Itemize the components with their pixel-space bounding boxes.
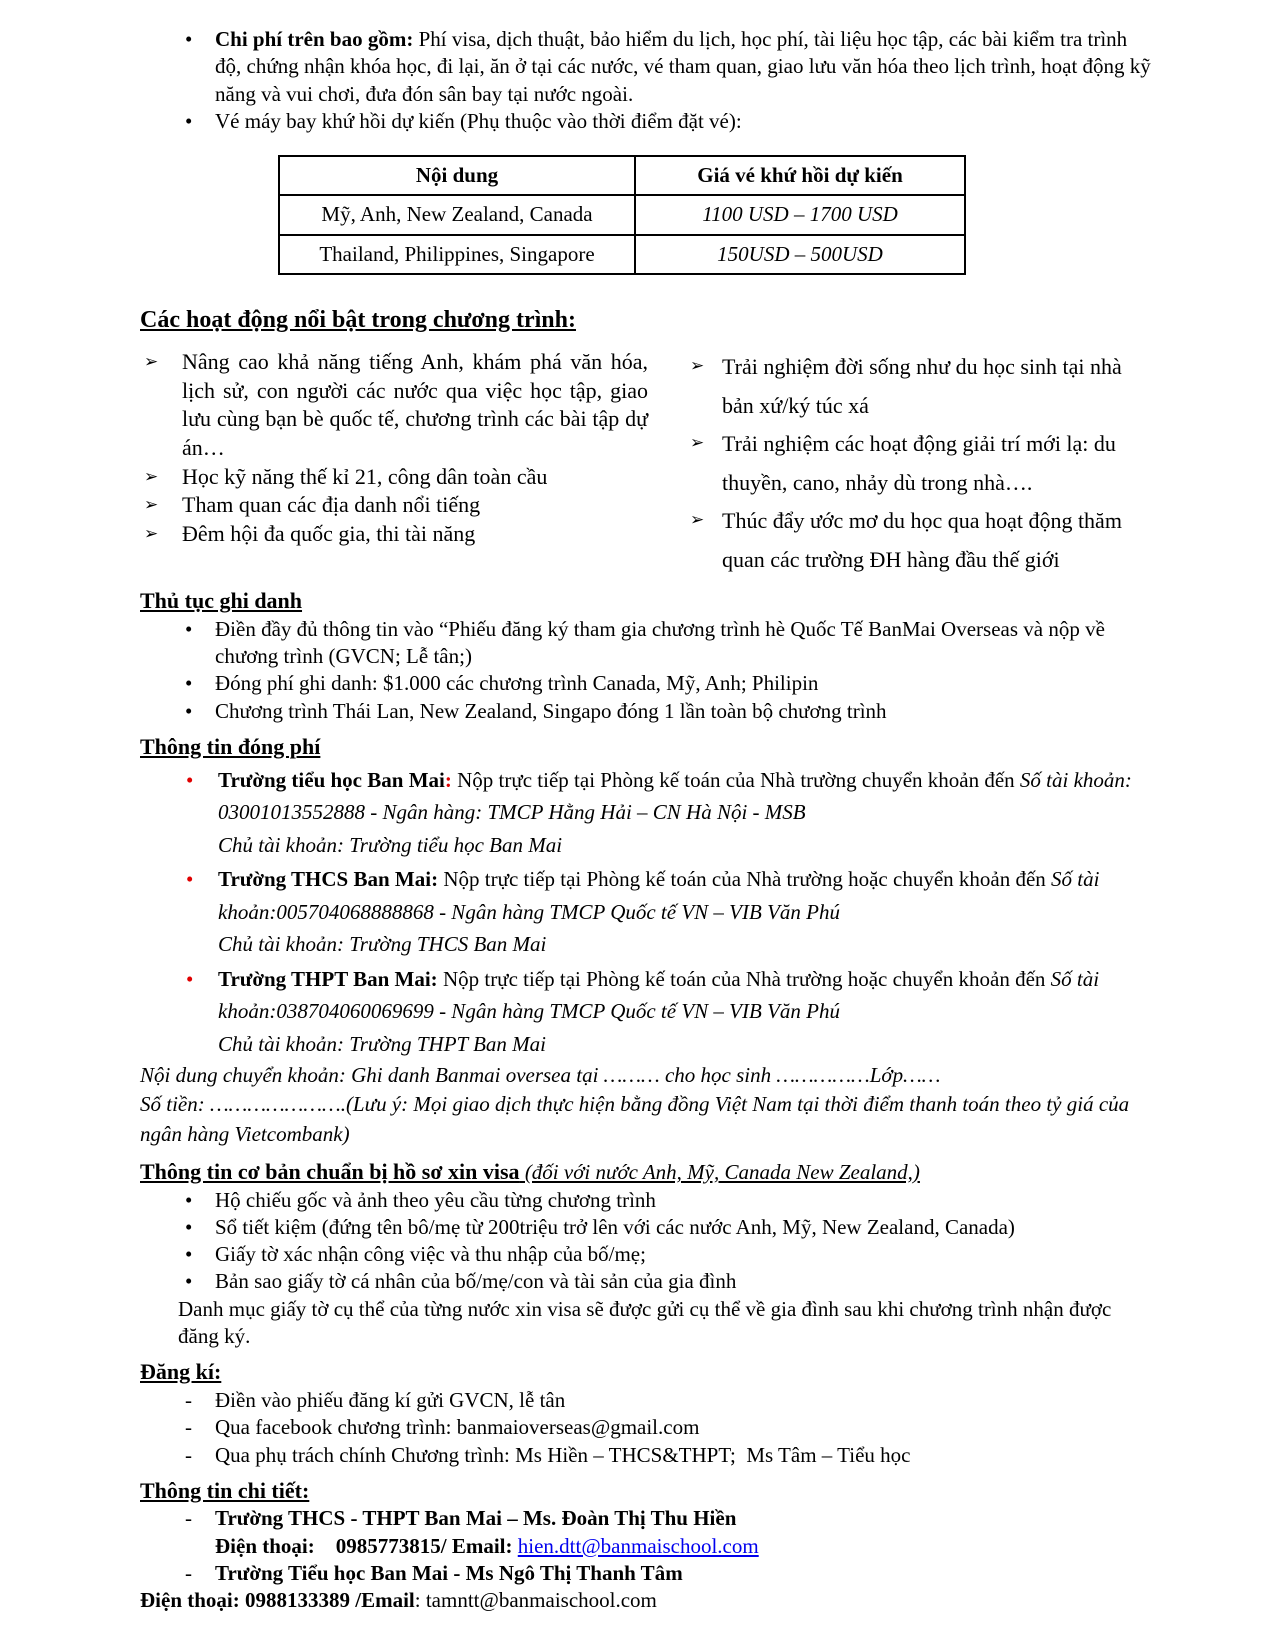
- visa-heading-text: Thông tin cơ bản chuẩn bị hồ sơ xin visa: [140, 1159, 520, 1184]
- list-item: [140, 108, 1157, 135]
- arrow-bullet-icon: ➢: [144, 495, 159, 515]
- dash-bullet-icon: -: [185, 1506, 192, 1531]
- transfer-content-note: Nội dung chuyển khoản: Ghi danh Banmai oversea tại ……… cho học sinh ……………Lớp……: [140, 1062, 941, 1087]
- red-bullet-icon: •: [186, 966, 194, 991]
- dash-bullet-icon: -: [185, 1415, 192, 1440]
- activity-text: Trải nghiệm đời sống như du học sinh tại nhà bản xứ/ký túc xá: [722, 354, 1122, 418]
- bullet-icon: •: [185, 1187, 193, 1212]
- list-item: [140, 348, 648, 462]
- arrow-bullet-icon: ➢: [144, 352, 159, 372]
- register-item-text: Qua phụ trách chính Chương trình: Ms Hiền – THCS&THPT; Ms Tâm – Tiểu học: [215, 1442, 911, 1467]
- contact-phone-line-2: [140, 1587, 1157, 1614]
- visa-item-text: Giấy tờ xác nhận công việc và thu nhập của bố/mẹ;: [215, 1242, 646, 1267]
- col-header-price: Giá vé khứ hồi dự kiến: [635, 156, 965, 195]
- list-item: [690, 348, 1157, 425]
- payment-list: [140, 764, 1157, 1061]
- activities-heading: Các hoạt động nổi bật trong chương trình:: [140, 307, 576, 334]
- list-item: [140, 1214, 1157, 1241]
- activity-text: Học kỹ năng thế kỉ 21, công dân toàn cầu: [182, 463, 548, 489]
- bullet-icon: •: [185, 671, 193, 696]
- table-header-row: [279, 156, 965, 195]
- bullet-icon: •: [185, 1242, 193, 1267]
- list-item: [140, 616, 1157, 671]
- contact-phone-line: [140, 1533, 1157, 1560]
- account-info: Số tài khoản:038704060069699 - Ngân hàng TMCP Quốc tế VN – VIB Văn Phú: [218, 966, 1100, 1024]
- enrollment-item-text: Chương trình Thái Lan, New Zealand, Singapo đóng 1 lần toàn bộ chương trình: [215, 698, 887, 723]
- arrow-bullet-icon: ➢: [690, 433, 705, 453]
- phone-email-label: Điện thoại: 0985773815/ Email:: [215, 1533, 518, 1558]
- payment-heading: Thông tin đóng phí: [140, 734, 321, 760]
- payment-text: [218, 967, 1099, 1024]
- list-item: [140, 520, 648, 549]
- account-holder: Chủ tài khoản: Trường THPT Ban Mai: [218, 1032, 546, 1057]
- activity-text: Nâng cao khả năng tiếng Anh, khám phá văn hóa, lịch sử, con người các nước qua việc học tập, giao lưu cùng bạn bè quốc tế, chương trình các bài tập dự án…: [182, 349, 648, 461]
- email-link[interactable]: hien.dtt@banmaischool.com: [517, 1533, 759, 1558]
- payment-instruction: Nộp trực tiếp tại Phòng kế toán của Nhà trường hoặc chuyển khoản đến: [437, 966, 1051, 991]
- bullet-icon: •: [185, 616, 193, 641]
- enrollment-heading: Thủ tục ghi danh: [140, 588, 303, 614]
- list-item: [140, 26, 1157, 108]
- cell-countries: Thailand, Philippines, Singapore: [279, 235, 635, 274]
- red-colon: :: [444, 767, 452, 792]
- list-item: [140, 1187, 1157, 1214]
- contact-school-secondary: Trường THCS - THPT Ban Mai – Ms. Đoàn Thị Thu Hiền: [215, 1506, 737, 1531]
- visa-note: Danh mục giấy tờ cụ thể của từng nước xin visa sẽ được gửi cụ thể về gia đình sau khi chương trình nhận được đăng ký.: [178, 1296, 1112, 1349]
- school-name: Trường THPT Ban Mai:: [218, 966, 438, 991]
- bullet-icon: •: [185, 1269, 193, 1294]
- table-row: [279, 235, 965, 274]
- enrollment-item-text: Điền đầy đủ thông tin vào “Phiếu đăng ký tham gia chương trình hè Quốc Tế BanMai Overseas và nộp về chương trình (GVCN; Lễ tân;): [215, 616, 1105, 669]
- cell-price: 150USD – 500USD: [635, 235, 965, 274]
- dash-bullet-icon: -: [185, 1561, 192, 1586]
- dash-bullet-icon: -: [185, 1442, 192, 1467]
- fare-table: [278, 155, 966, 275]
- activity-text: Thúc đẩy ước mơ du học qua hoạt động thăm quan các trường ĐH hàng đầu thế giới: [722, 508, 1122, 572]
- visa-heading-suffix: (đối với nước Anh, Mỹ, Canada New Zealand,): [519, 1160, 920, 1184]
- visa-heading: [140, 1158, 1157, 1187]
- list-item: [140, 1442, 1157, 1469]
- register-heading: Đăng kí:: [140, 1359, 222, 1385]
- enrollment-item-text: Đóng phí ghi danh: $1.000 các chương trình Canada, Mỹ, Anh; Philipin: [215, 671, 819, 696]
- list-item: [140, 491, 648, 520]
- activity-text: Tham quan các địa danh nổi tiếng: [182, 492, 481, 518]
- contact-school-primary: Trường Tiểu học Ban Mai - Ms Ngô Thị Thanh Tâm: [215, 1561, 683, 1586]
- enrollment-list: [140, 616, 1157, 725]
- visa-item-text: Bản sao giấy tờ cá nhân của bố/mẹ/con và tài sản của gia đình: [215, 1269, 737, 1294]
- account-holder: Chủ tài khoản: Trường THCS Ban Mai: [218, 932, 547, 957]
- bullet-icon: •: [185, 27, 193, 51]
- list-item: [140, 463, 648, 492]
- arrow-bullet-icon: ➢: [144, 466, 159, 486]
- red-bullet-icon: •: [186, 767, 194, 792]
- amount-note: Số tiền: ………………….(Lưu ý: Mọi giao dịch thực hiện bằng đồng Việt Nam tại thời điểm thanh toán theo tỷ giá của ngân hàng Vietcombank): [140, 1092, 1130, 1147]
- cost-include-body: Phí visa, dịch thuật, bảo hiểm du lịch, học phí, tài liệu học tập, các bài kiểm tra trình độ, chứng nhận khóa học, đi lại, ăn ở tại các nước, vé tham quan, giao lưu văn hóa theo lịch trình, hoạt động kỹ năng và vui chơi, đưa đón sân bay tại nước ngoài.: [215, 27, 1151, 106]
- list-item: [690, 502, 1157, 579]
- details-heading: Thông tin chi tiết:: [140, 1477, 310, 1503]
- list-item: [140, 698, 1157, 725]
- account-info: Số tài khoản:005704068888868 - Ngân hàng TMCP Quốc tế VN – VIB Văn Phú: [218, 867, 1100, 924]
- payment-item-secondary-school: [140, 863, 1157, 961]
- list-item: [140, 1414, 1157, 1441]
- activities-columns: [140, 348, 1157, 579]
- table-row: [279, 195, 965, 234]
- payment-text: [218, 867, 1099, 924]
- activities-right-column: [690, 348, 1157, 579]
- payment-item-high-school: [140, 963, 1157, 1061]
- list-item: [140, 1241, 1157, 1268]
- cost-include-text: [215, 27, 1151, 106]
- school-name: Trường tiểu học Ban Mai: [218, 767, 445, 792]
- bullet-icon: •: [185, 698, 193, 723]
- cell-countries: Mỹ, Anh, New Zealand, Canada: [279, 195, 635, 234]
- account-info: Số tài khoản: 03001013552888 - Ngân hàng: TMCP Hằng Hải – CN Hà Nội - MSB: [218, 767, 1132, 825]
- payment-instruction: Nộp trực tiếp tại Phòng kế toán của Nhà trường hoặc chuyển khoản đến: [438, 867, 1052, 892]
- arrow-bullet-icon: ➢: [144, 523, 159, 543]
- arrow-bullet-icon: ➢: [690, 356, 705, 376]
- activities-left-column: [140, 348, 648, 548]
- airfare-intro-text: Vé máy bay khứ hồi dự kiến (Phụ thuộc vào thời điểm đặt vé):: [215, 108, 742, 133]
- activity-text: Đêm hội đa quốc gia, thi tài năng: [182, 520, 476, 546]
- dash-bullet-icon: -: [185, 1387, 192, 1412]
- payment-item-primary-school: [140, 764, 1157, 862]
- payment-instruction: Nộp trực tiếp tại Phòng kế toán của Nhà trường chuyển khoản đến: [451, 767, 1020, 792]
- activity-text: Trải nghiệm các hoạt động giải trí mới lạ: du thuyền, cano, nhảy dù trong nhà….: [722, 431, 1116, 495]
- register-list: [140, 1387, 1157, 1469]
- visa-item-text: Sổ tiết kiệm (đứng tên bô/mẹ từ 200triệu trở lên với các nước Anh, Mỹ, New Zealand, Canada): [215, 1214, 1015, 1239]
- school-name: Trường THCS Ban Mai:: [218, 867, 439, 892]
- bullet-icon: •: [185, 108, 193, 133]
- list-item: [140, 670, 1157, 697]
- list-item: [140, 1505, 1157, 1532]
- cell-price: 1100 USD – 1700 USD: [635, 195, 965, 234]
- payment-text: [218, 768, 1132, 825]
- cost-include-label: Chi phí trên bao gồm:: [215, 27, 414, 51]
- list-item: [140, 1387, 1157, 1414]
- arrow-bullet-icon: ➢: [690, 510, 705, 530]
- email-plain: : tamntt@banmaischool.com: [414, 1588, 657, 1613]
- visa-item-text: Hộ chiếu gốc và ảnh theo yêu cầu từng chương trình: [215, 1187, 656, 1212]
- list-item: [140, 1268, 1157, 1295]
- account-holder: Chủ tài khoản: Trường tiểu học Ban Mai: [218, 832, 563, 857]
- col-header-content: Nội dung: [279, 156, 635, 195]
- visa-list: [140, 1187, 1157, 1296]
- register-item-text: Qua facebook chương trình: banmaioverseas@gmail.com: [215, 1415, 700, 1440]
- list-item: [140, 1560, 1157, 1587]
- intro-section: [140, 26, 1157, 135]
- red-bullet-icon: •: [186, 867, 194, 892]
- phone-email-label: Điện thoại: 0988133389 /Email: [140, 1588, 415, 1613]
- list-item: [690, 425, 1157, 502]
- bullet-icon: •: [185, 1214, 193, 1239]
- register-item-text: Điền vào phiếu đăng kí gửi GVCN, lễ tân: [215, 1387, 566, 1412]
- details-list: [140, 1505, 1157, 1587]
